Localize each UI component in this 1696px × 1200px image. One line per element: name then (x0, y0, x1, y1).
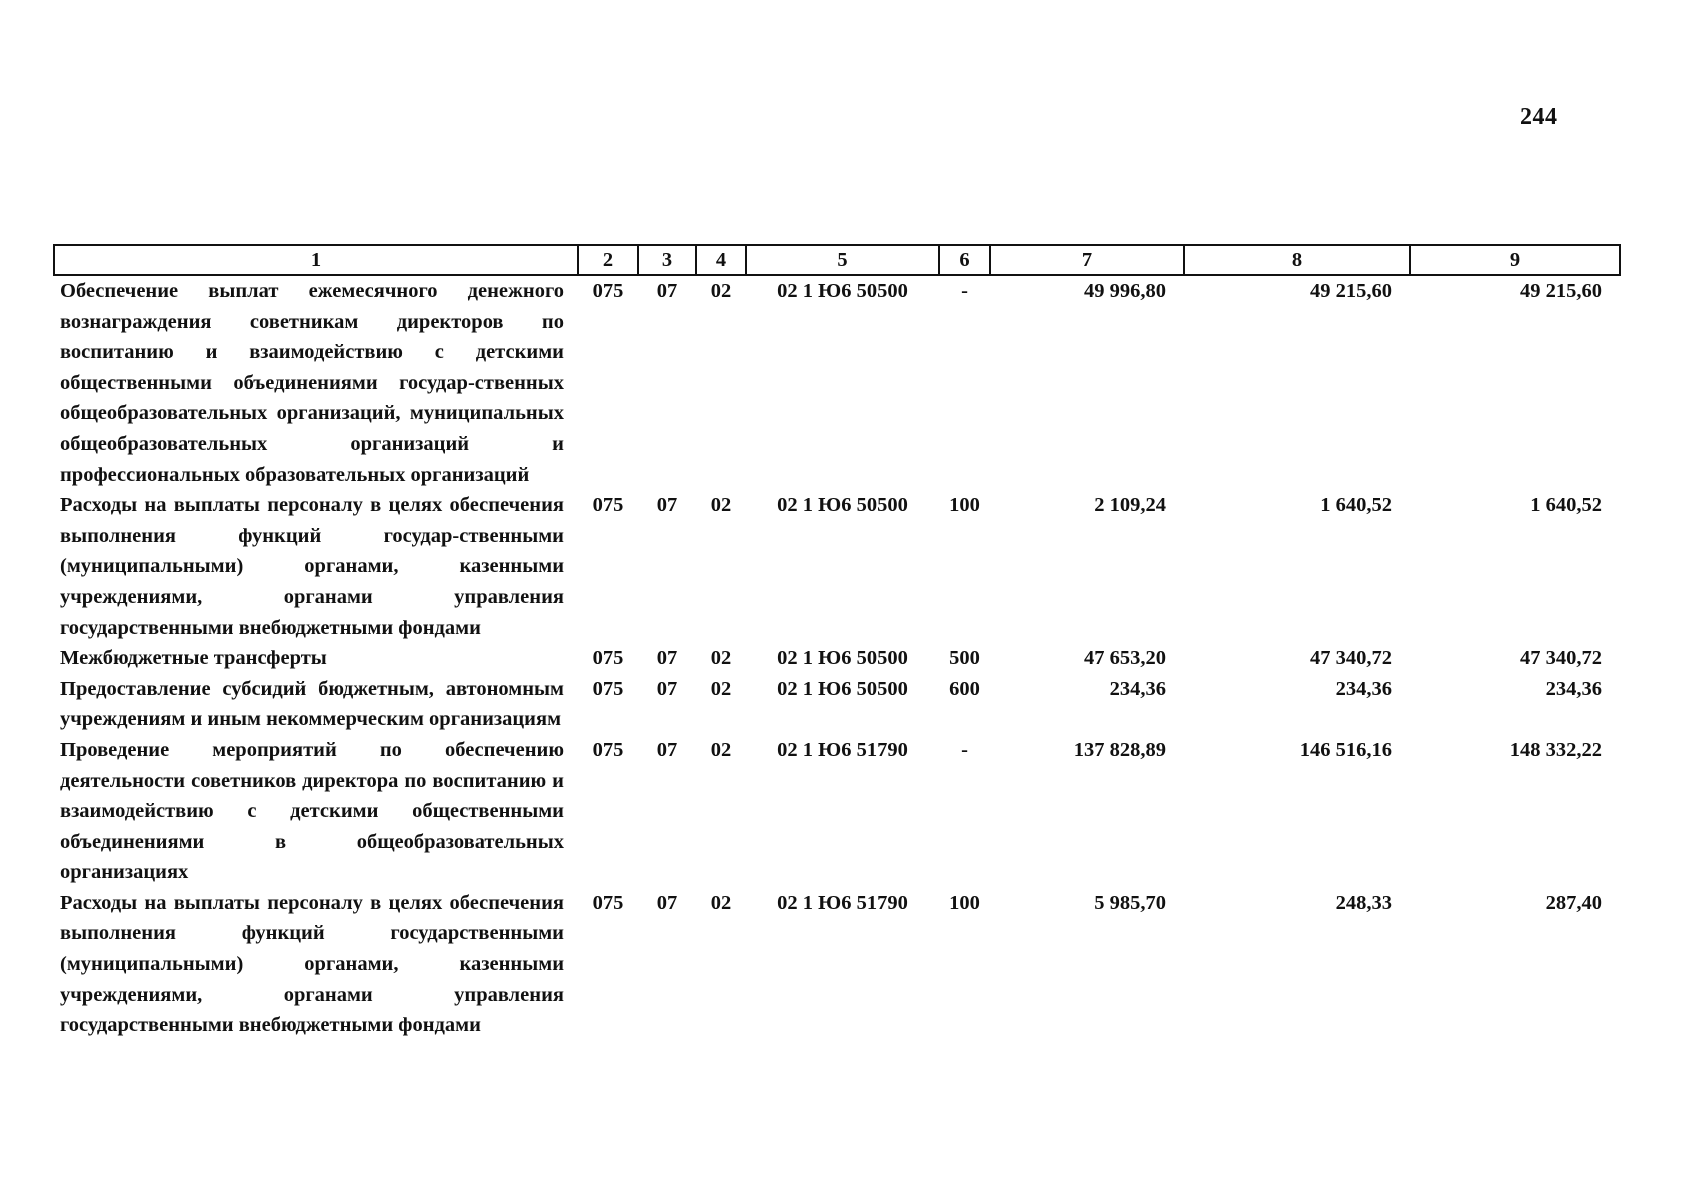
cell-subsection-code: 02 (710, 738, 732, 761)
cell-subsection-code: 02 (710, 891, 732, 914)
cell-subsection-code: 02 (710, 647, 732, 670)
cell-expense-type: 100 (949, 494, 980, 517)
cell-ministry-code: 075 (592, 738, 624, 761)
cell-target-article: 02 1 Ю6 50500 (777, 647, 908, 670)
cell-target-article: 02 1 Ю6 50500 (777, 494, 908, 517)
table-row (54, 275, 1620, 490)
budget-table (53, 244, 1621, 1041)
table-row (54, 490, 1620, 643)
column-header: 7 (990, 245, 1184, 275)
column-header: 4 (696, 245, 746, 275)
cell-amount-col9: 287,40 (1545, 891, 1602, 914)
cell-amount-col7: 5 985,70 (1094, 891, 1166, 914)
table-row (54, 643, 1620, 674)
row-description: Предоставление субсидий бюджетным, автономным учреждениям и иным некоммерческим организациям (60, 677, 564, 731)
cell-subsection-code: 02 (710, 280, 732, 302)
cell-section-code: 07 (656, 891, 678, 914)
cell-amount-col8: 234,36 (1335, 677, 1392, 700)
table-row (54, 735, 1620, 888)
cell-amount-col7: 234,36 (1109, 677, 1166, 700)
cell-amount-col7: 137 828,89 (1073, 738, 1166, 761)
column-header: 8 (1184, 245, 1410, 275)
cell-ministry-code: 075 (592, 891, 624, 914)
cell-section-code: 07 (656, 280, 678, 302)
table-row (54, 888, 1620, 1041)
header-row (54, 245, 1620, 275)
column-header: 2 (578, 245, 638, 275)
cell-expense-type: - (961, 738, 968, 761)
table-row (54, 674, 1620, 735)
cell-amount-col7: 47 653,20 (1084, 647, 1166, 670)
cell-amount-col8: 146 516,16 (1299, 738, 1392, 761)
cell-amount-col9: 47 340,72 (1520, 647, 1602, 670)
column-header: 1 (54, 245, 578, 275)
cell-ministry-code: 075 (592, 677, 624, 700)
cell-amount-col7: 49 996,80 (1084, 280, 1166, 302)
cell-section-code: 07 (656, 647, 678, 670)
cell-ministry-code: 075 (592, 494, 624, 517)
cell-expense-type: 600 (949, 677, 980, 700)
cell-section-code: 07 (656, 738, 678, 761)
cell-amount-col8: 248,33 (1335, 891, 1392, 914)
row-description: Расходы на выплаты персоналу в целях обеспечения выполнения функций государственными (муниципальными) органами, казенными учреждениями, органами управления государственными внебюджетными фондами (60, 891, 564, 1037)
cell-amount-col9: 234,36 (1545, 677, 1602, 700)
cell-target-article: 02 1 Ю6 51790 (777, 891, 908, 914)
row-description: Проведение мероприятий по обеспечению деятельности советников директора по воспитанию и взаимодействию с детскими общественными объединениями в общеобразовательных организациях (60, 738, 564, 884)
cell-amount-col8: 1 640,52 (1320, 494, 1392, 517)
cell-target-article: 02 1 Ю6 50500 (777, 280, 908, 302)
cell-section-code: 07 (656, 494, 678, 517)
cell-target-article: 02 1 Ю6 50500 (777, 677, 908, 700)
cell-expense-type: 500 (949, 647, 980, 670)
cell-expense-type: - (961, 280, 968, 302)
row-description: Расходы на выплаты персоналу в целях обеспечения выполнения функций государ-ственными (муниципальными) органами, казенными учреждениями, органами управления государственными внебюджетными фондами (60, 494, 564, 639)
cell-amount-col7: 2 109,24 (1094, 494, 1166, 517)
cell-amount-col9: 49 215,60 (1520, 280, 1602, 302)
cell-expense-type: 100 (949, 891, 980, 914)
cell-ministry-code: 075 (592, 280, 624, 302)
column-header: 3 (638, 245, 696, 275)
cell-section-code: 07 (656, 677, 678, 700)
column-header: 9 (1410, 245, 1620, 275)
cell-target-article: 02 1 Ю6 51790 (777, 738, 908, 761)
cell-amount-col8: 47 340,72 (1310, 647, 1392, 670)
cell-subsection-code: 02 (710, 494, 732, 517)
page-number: 244 (1520, 104, 1558, 130)
row-description: Обеспечение выплат ежемесячного денежного вознаграждения советникам директоров по воспитанию и взаимодействию с детскими общественными объединениями государ-ственных общеобразовательных организаций, муниципальных общеобразовательных организаций и профессиональных образовательных организаций (60, 280, 564, 486)
row-description: Межбюджетные трансферты (60, 647, 327, 670)
column-header: 6 (939, 245, 990, 275)
cell-subsection-code: 02 (710, 677, 732, 700)
cell-amount-col9: 148 332,22 (1509, 738, 1602, 761)
cell-amount-col9: 1 640,52 (1530, 494, 1602, 517)
column-header: 5 (746, 245, 939, 275)
cell-amount-col8: 49 215,60 (1310, 280, 1392, 302)
cell-ministry-code: 075 (592, 647, 624, 670)
